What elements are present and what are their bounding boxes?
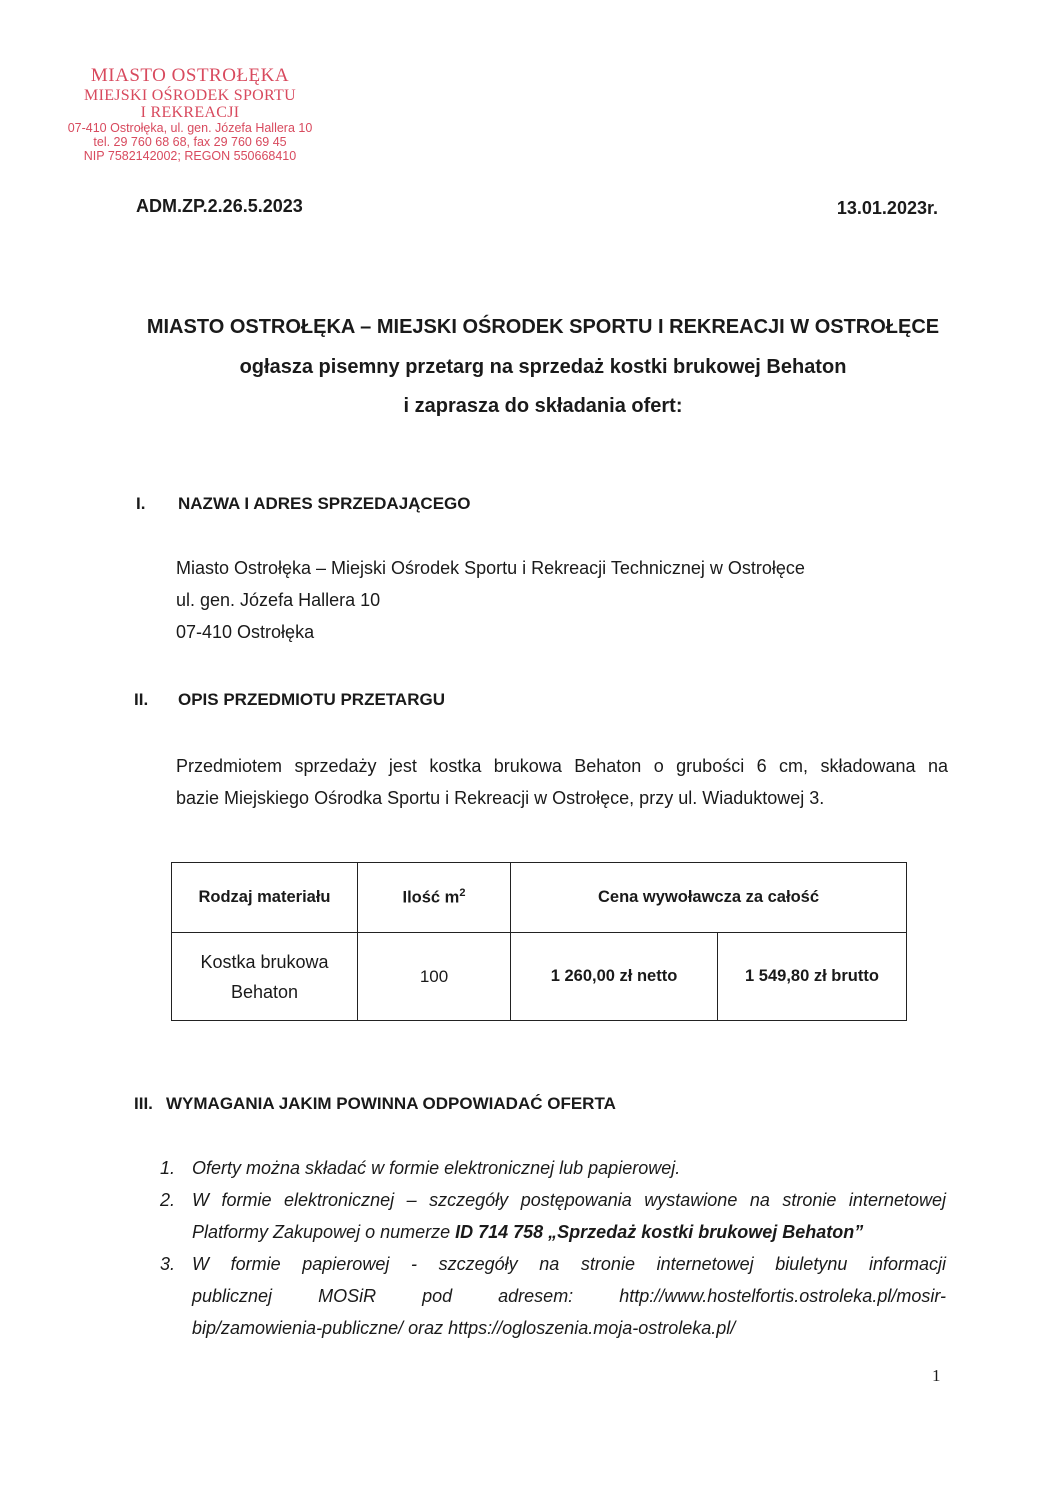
section-1-heading: NAZWA I ADRES SPRZEDAJĄCEGO [178,494,471,513]
seller-street: ul. gen. Józefa Hallera 10 [176,590,381,610]
material-line-1: Kostka brukowa [200,951,329,972]
header-material: Rodzaj materiału [172,863,358,933]
seller-name: Miasto Ostrołęka – Miejski Ośrodek Sportu i Rekreacji Technicznej w Ostrołęce [176,558,805,578]
stamp-line-phone: tel. 29 760 68 68, fax 29 760 69 45 [93,134,287,149]
header-quantity: Ilość $m^2$ [358,863,511,933]
stamp-line-city: MIASTO OSTROŁĘKA [90,65,290,86]
stamp-line-institution-cont: I REKREACJI [140,104,240,122]
list-item-number: 3. [160,1254,176,1274]
list-item-number: 1. [160,1158,176,1178]
list-item-text-cont: Platformy Zakupowej o numerze ID 714 758 „Sprzedaż kostki brukowej Behaton” [192,1222,864,1242]
stamp-line-tax-ids: NIP 7582142002; REGON 550668410 [83,148,297,163]
section-2-heading: OPIS PRZEDMIOTU PRZETARGU [178,690,445,709]
platform-id-title: ID 714 758 „Sprzedaż kostki brukowej Behaton” [455,1222,864,1242]
requirements-list [160,1152,946,1344]
cell-material [172,933,358,1021]
stamp-line-address: 07-410 Ostrołęka, ul. gen. Józefa Hallera 10 [67,121,313,136]
seller-postal-city: 07-410 Ostrołęka [176,622,315,642]
section-3-number: III. [134,1094,153,1113]
cell-net-price: 1 260,00 zł netto [511,933,718,1021]
subject-description-line-2: bazie Miejskiego Ośrodka Sportu i Rekreacji w Ostrołęce, przy ul. Wiaduktowej 3. [176,788,825,808]
stamp-line-institution: MIEJSKI OŚRODEK SPORTU [84,86,296,104]
material-line-2: Behaton [230,981,299,1002]
institution-stamp [40,66,340,163]
document-date: 13.01.2023r. [836,198,938,218]
subject-description [176,750,948,814]
list-item-text: Oferty można składać w formie elektronicznej lub papierowej. [192,1158,681,1178]
reference-number: ADM.ZP.2.26.5.2023 [136,196,303,216]
list-item-text-cont: publicznej MOSiR pod adresem: http://www.hostelfortis.ostroleka.pl/mosir- [192,1286,946,1306]
list-item [160,1184,946,1248]
document-title [100,314,986,419]
list-item-text: W formie elektronicznej – szczegóły postępowania wystawione na stronie internetowej [192,1190,946,1210]
list-item [160,1248,946,1344]
section-2-number: II. [134,690,149,709]
list-item-text-links: bip/zamowienia-publiczne/ oraz https://ogloszenia.moja-ostroleka.pl/ [192,1318,736,1338]
list-item [160,1152,946,1184]
seller-address [176,552,805,648]
header-price: Cena wywoławcza za całość [511,863,907,933]
table-header-row [172,863,907,933]
price-table [171,862,907,1021]
list-item-text: W formie papierowej - szczegóły na stronie internetowej biuletynu informacji [192,1254,946,1274]
page-number: 1 [932,1366,941,1385]
title-line-1: MIASTO OSTROŁĘKA – MIEJSKI OŚRODEK SPORTU I REKREACJI W OSTROŁĘCE [146,316,940,338]
table-row [172,933,907,1021]
list-item-number: 2. [160,1190,176,1210]
subject-description-line-1: Przedmiotem sprzedaży jest kostka brukowa Behaton o grubości 6 cm, składowana na [176,756,948,776]
cell-quantity: 100 [358,933,511,1021]
section-1-number: I. [136,494,146,513]
title-line-3: i zaprasza do składania ofert: [403,395,683,417]
section-3-heading: WYMAGANIA JAKIM POWINNA ODPOWIADAĆ OFERTA [166,1094,616,1113]
title-line-2: ogłasza pisemny przetarg na sprzedaż kostki brukowej Behaton [239,356,847,378]
cell-gross-price: 1 549,80 zł brutto [718,933,907,1021]
unit-exponent: 2 [459,887,466,900]
